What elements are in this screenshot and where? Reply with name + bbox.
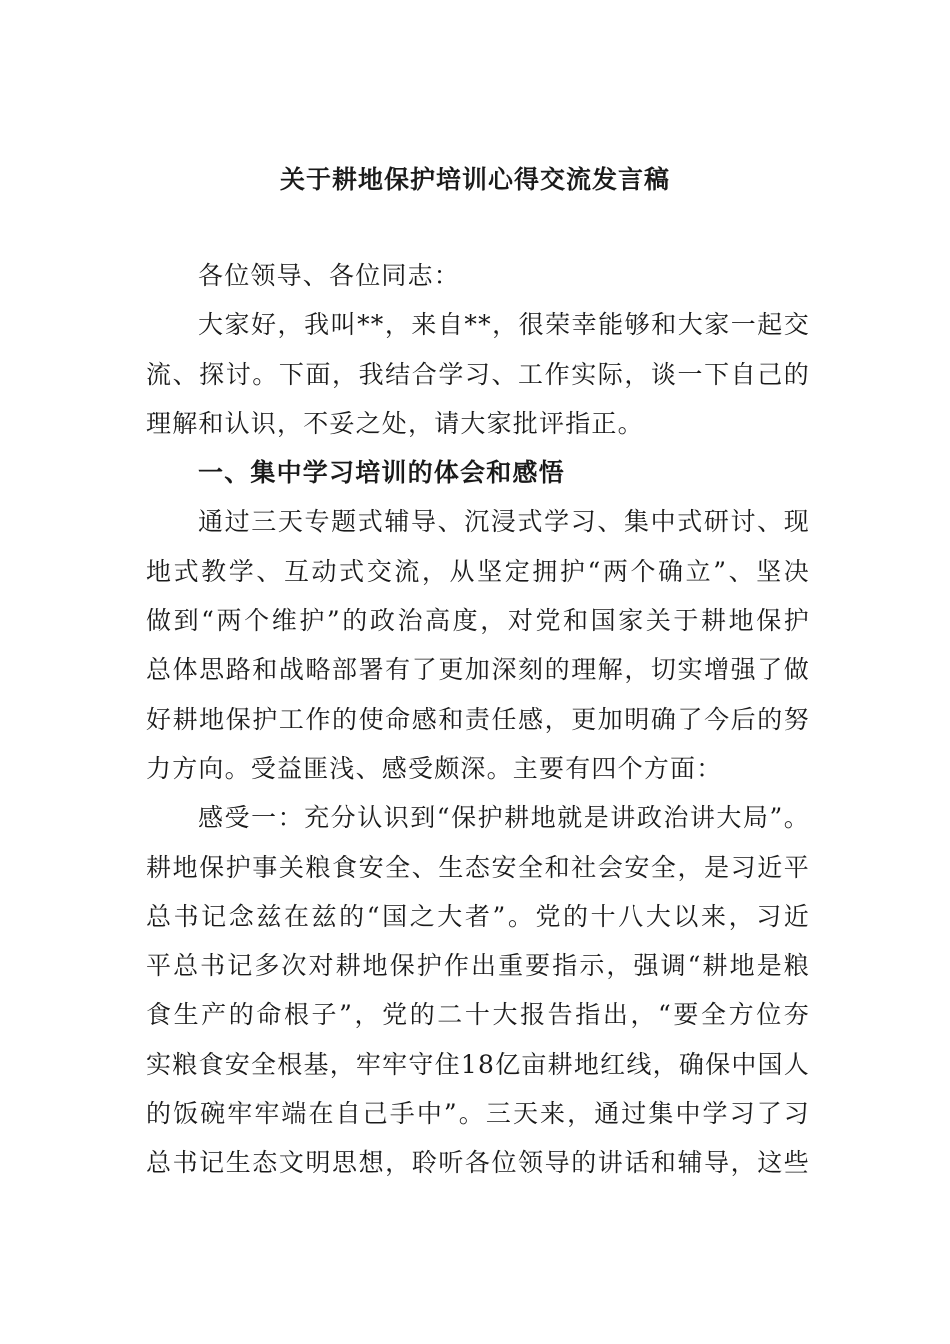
body-line: 地式教学、互动式交流，从坚定拥护“两个确立”、坚决 <box>146 556 810 586</box>
body-line: 做到“两个维护”的政治高度，对党和国家关于耕地保护 <box>146 606 810 636</box>
body-line: 大家好，我叫**，来自**，很荣幸能够和大家一起交 <box>198 310 810 340</box>
body-line: 力方向。受益匪浅、感受颇深。主要有四个方面： <box>146 753 723 783</box>
section-heading: 一、集中学习培训的体会和感悟 <box>198 458 565 488</box>
body-line: 的饭碗牢牢端在自己手中”。三天来，通过集中学习了习 <box>146 1099 810 1129</box>
body-line: 总书记念兹在兹的“国之大者”。党的十八大以来，习近 <box>146 901 810 931</box>
body-line: 理解和认识，不妥之处，请大家批评指正。 <box>146 408 644 438</box>
body-line: 流、探讨。下面，我结合学习、工作实际，谈一下自己的 <box>146 359 810 389</box>
body-line: 总体思路和战略部署有了更加深刻的理解，切实增强了做 <box>146 655 810 685</box>
body-line: 平总书记多次对耕地保护作出重要指示，强调“耕地是粮 <box>146 951 810 981</box>
document-title: 关于耕地保护培训心得交流发言稿 <box>279 165 670 194</box>
body-line: 食生产的命根子”，党的二十大报告指出，“要全方位夯 <box>146 1000 810 1030</box>
body-line: 总书记生态文明思想，聆听各位领导的讲话和辅导，这些 <box>146 1148 810 1178</box>
body-line: 感受一：充分认识到“保护耕地就是讲政治讲大局”。 <box>198 803 810 833</box>
body-line: 通过三天专题式辅导、沉浸式学习、集中式研讨、现 <box>198 507 810 537</box>
body-line: 耕地保护事关粮食安全、生态安全和社会安全，是习近平 <box>146 852 810 882</box>
body-line: 实粮食安全根基，牢牢守住18亿亩耕地红线，确保中国人 <box>146 1049 810 1079</box>
document-body <box>146 251 810 1188</box>
body-line: 好耕地保护工作的使命感和责任感，更加明确了今后的努 <box>146 704 810 734</box>
body-line: 各位领导、各位同志： <box>198 261 461 290</box>
